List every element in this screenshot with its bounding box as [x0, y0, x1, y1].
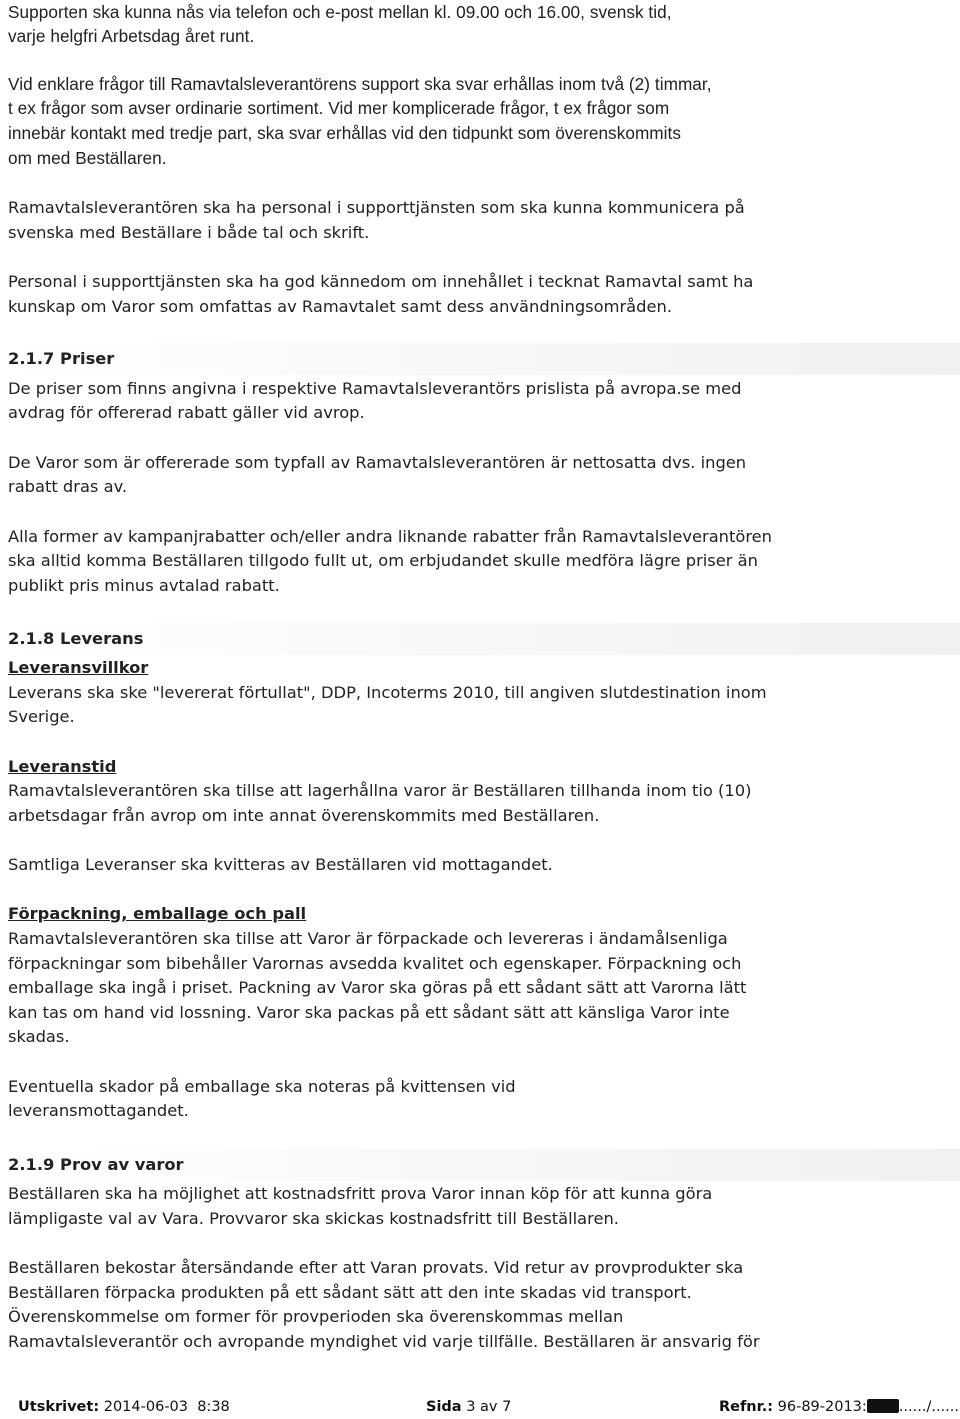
intro-p3-line2: svenska med Beställare i både tal och skrift. — [8, 223, 370, 242]
subheading-leveranstid: Leveranstid — [8, 757, 117, 776]
intro-p2-line2-a: t ex frågor som avser ordinarie sortiment. — [8, 98, 324, 118]
prov-p1-line1: Beställaren ska ha möjlighet att kostnadsfritt prova Varor innan köp för att kunna göra — [8, 1184, 713, 1203]
priser-p2-line2: rabatt dras av. — [8, 477, 128, 496]
footer-printed-label: Utskrivet: — [18, 1399, 100, 1415]
footer-page — [426, 1397, 511, 1417]
footer-printed-value: 2014-06-03 8:38 — [103, 1399, 230, 1415]
leverans-p4-line4: kan tas om hand vid lossning. Varor ska packas på ett sådant sätt att känsliga Varor inte — [8, 1003, 730, 1022]
prov-p2-line4: Ramavtalsleverantör och avropande myndighet vid varje tillfälle. Beställaren är ansvarig för — [8, 1332, 760, 1351]
section-heading-prov: 2.1.9 Prov av varor — [8, 1155, 184, 1174]
prov-p2-line2: Beställaren förpacka produkten på ett sådant sätt att den inte skadas vid transport. — [8, 1283, 692, 1302]
section-heading-priser: 2.1.7 Priser — [8, 349, 115, 368]
priser-p3-line2: ska alltid komma Beställaren tillgodo fullt ut, om erbjudandet skulle medföra lägre priser än — [8, 551, 758, 570]
footer-page-value: 3 av 7 — [466, 1399, 512, 1415]
intro-p2-line3: innebär kontakt med tredje part, ska svar erhållas vid den tidpunkt som överenskommits — [8, 123, 682, 143]
footer-ref — [719, 1397, 959, 1417]
intro-p4-line2: kunskap om Varor som omfattas av Ramavtalet samt dess användningsområden. — [8, 297, 672, 316]
leverans-p4-line5: skadas. — [8, 1027, 70, 1046]
leverans-p4-line1: Ramavtalsleverantören ska tillse att Varor är förpackade och levereras i ändamålsenliga — [8, 929, 728, 948]
intro-p2-line2-b: Vid mer komplicerade frågor, t ex frågor som — [328, 98, 670, 118]
leverans-p4-line2: förpackningar som bibehåller Varornas avsedda kvalitet och egenskaper. Förpackning och — [8, 954, 742, 973]
subheading-forpackning: Förpackning, emballage och pall — [8, 904, 307, 923]
priser-p3-line3: publikt pris minus avtalad rabatt. — [8, 576, 280, 595]
leverans-p5-line1: Eventuella skador på emballage ska noteras på kvittensen vid — [8, 1077, 516, 1096]
prov-p1-line2: lämpligaste val av Vara. Provvaror ska skickas kostnadsfritt till Beställaren. — [8, 1209, 619, 1228]
leverans-p2-line1: Ramavtalsleverantören ska tillse att lagerhållna varor är Beställaren tillhanda inom tio (10) — [8, 781, 752, 800]
leverans-p3: Samtliga Leveranser ska kvitteras av Beställaren vid mottagandet. — [8, 855, 553, 874]
footer-printed — [18, 1397, 230, 1417]
section-heading-band — [0, 623, 960, 655]
intro-p2-line1: Vid enklare frågor till Ramavtalsleverantörens support ska svar erhållas inom två (2) timmar, — [8, 74, 712, 94]
intro-p3-line1: Ramavtalsleverantören ska ha personal i supporttjänsten som ska kunna kommunicera på — [8, 198, 745, 217]
footer-ref-suffix: ....../...... — [898, 1399, 959, 1415]
section-heading-leverans: 2.1.8 Leverans — [8, 629, 144, 648]
prov-p2-line3: Överenskommelse om former för provperioden ska överenskommas mellan — [8, 1307, 624, 1326]
priser-p1-line1: De priser som finns angivna i respektive Ramavtalsleverantörs prislista på avropa.se med — [8, 379, 742, 398]
section-heading-band — [0, 343, 960, 375]
leverans-p1-line2: Sverige. — [8, 707, 75, 726]
footer-ref-value: 96-89-2013: — [777, 1399, 867, 1415]
leverans-p2-line2: arbetsdagar från avrop om inte annat överenskommits med Beställaren. — [8, 806, 600, 825]
intro-p2-line2 — [8, 96, 669, 121]
priser-p2-line1: De Varor som är offererade som typfall av Ramavtalsleverantören är nettosatta dvs. ingen — [8, 453, 747, 472]
subheading-leveransvillkor: Leveransvillkor — [8, 658, 149, 677]
leverans-p4-line3: emballage ska ingå i priset. Packning av Varor ska göras på ett sådant sätt att Varorna lätt — [8, 978, 747, 997]
redaction-block — [867, 1399, 899, 1413]
footer-page-label: Sida — [426, 1399, 462, 1415]
intro-p1-line1: Supporten ska kunna nås via telefon och e-post mellan kl. 09.00 och 16.00, svensk tid, — [8, 2, 672, 22]
prov-p2-line1: Beställaren bekostar återsändande efter att Varan provats. Vid retur av provprodukter ska — [8, 1258, 744, 1277]
intro-p2-line4: om med Beställaren. — [8, 148, 167, 168]
leverans-p5-line2: leveransmottagandet. — [8, 1101, 189, 1120]
priser-p3-line1: Alla former av kampanjrabatter och/eller andra liknande rabatter från Ramavtalsleverantören — [8, 527, 773, 546]
intro-p1-line2: varje helgfri Arbetsdag året runt. — [8, 26, 255, 46]
footer-ref-label: Refnr.: — [719, 1399, 774, 1415]
priser-p1-line2: avdrag för offererad rabatt gäller vid avrop. — [8, 403, 365, 422]
intro-p4-line1: Personal i supporttjänsten ska ha god kännedom om innehållet i tecknat Ramavtal samt ha — [8, 272, 754, 291]
leverans-p1-line1: Leverans ska ske "levererat förtullat", DDP, Incoterms 2010, till angiven slutdestination inom — [8, 683, 767, 702]
